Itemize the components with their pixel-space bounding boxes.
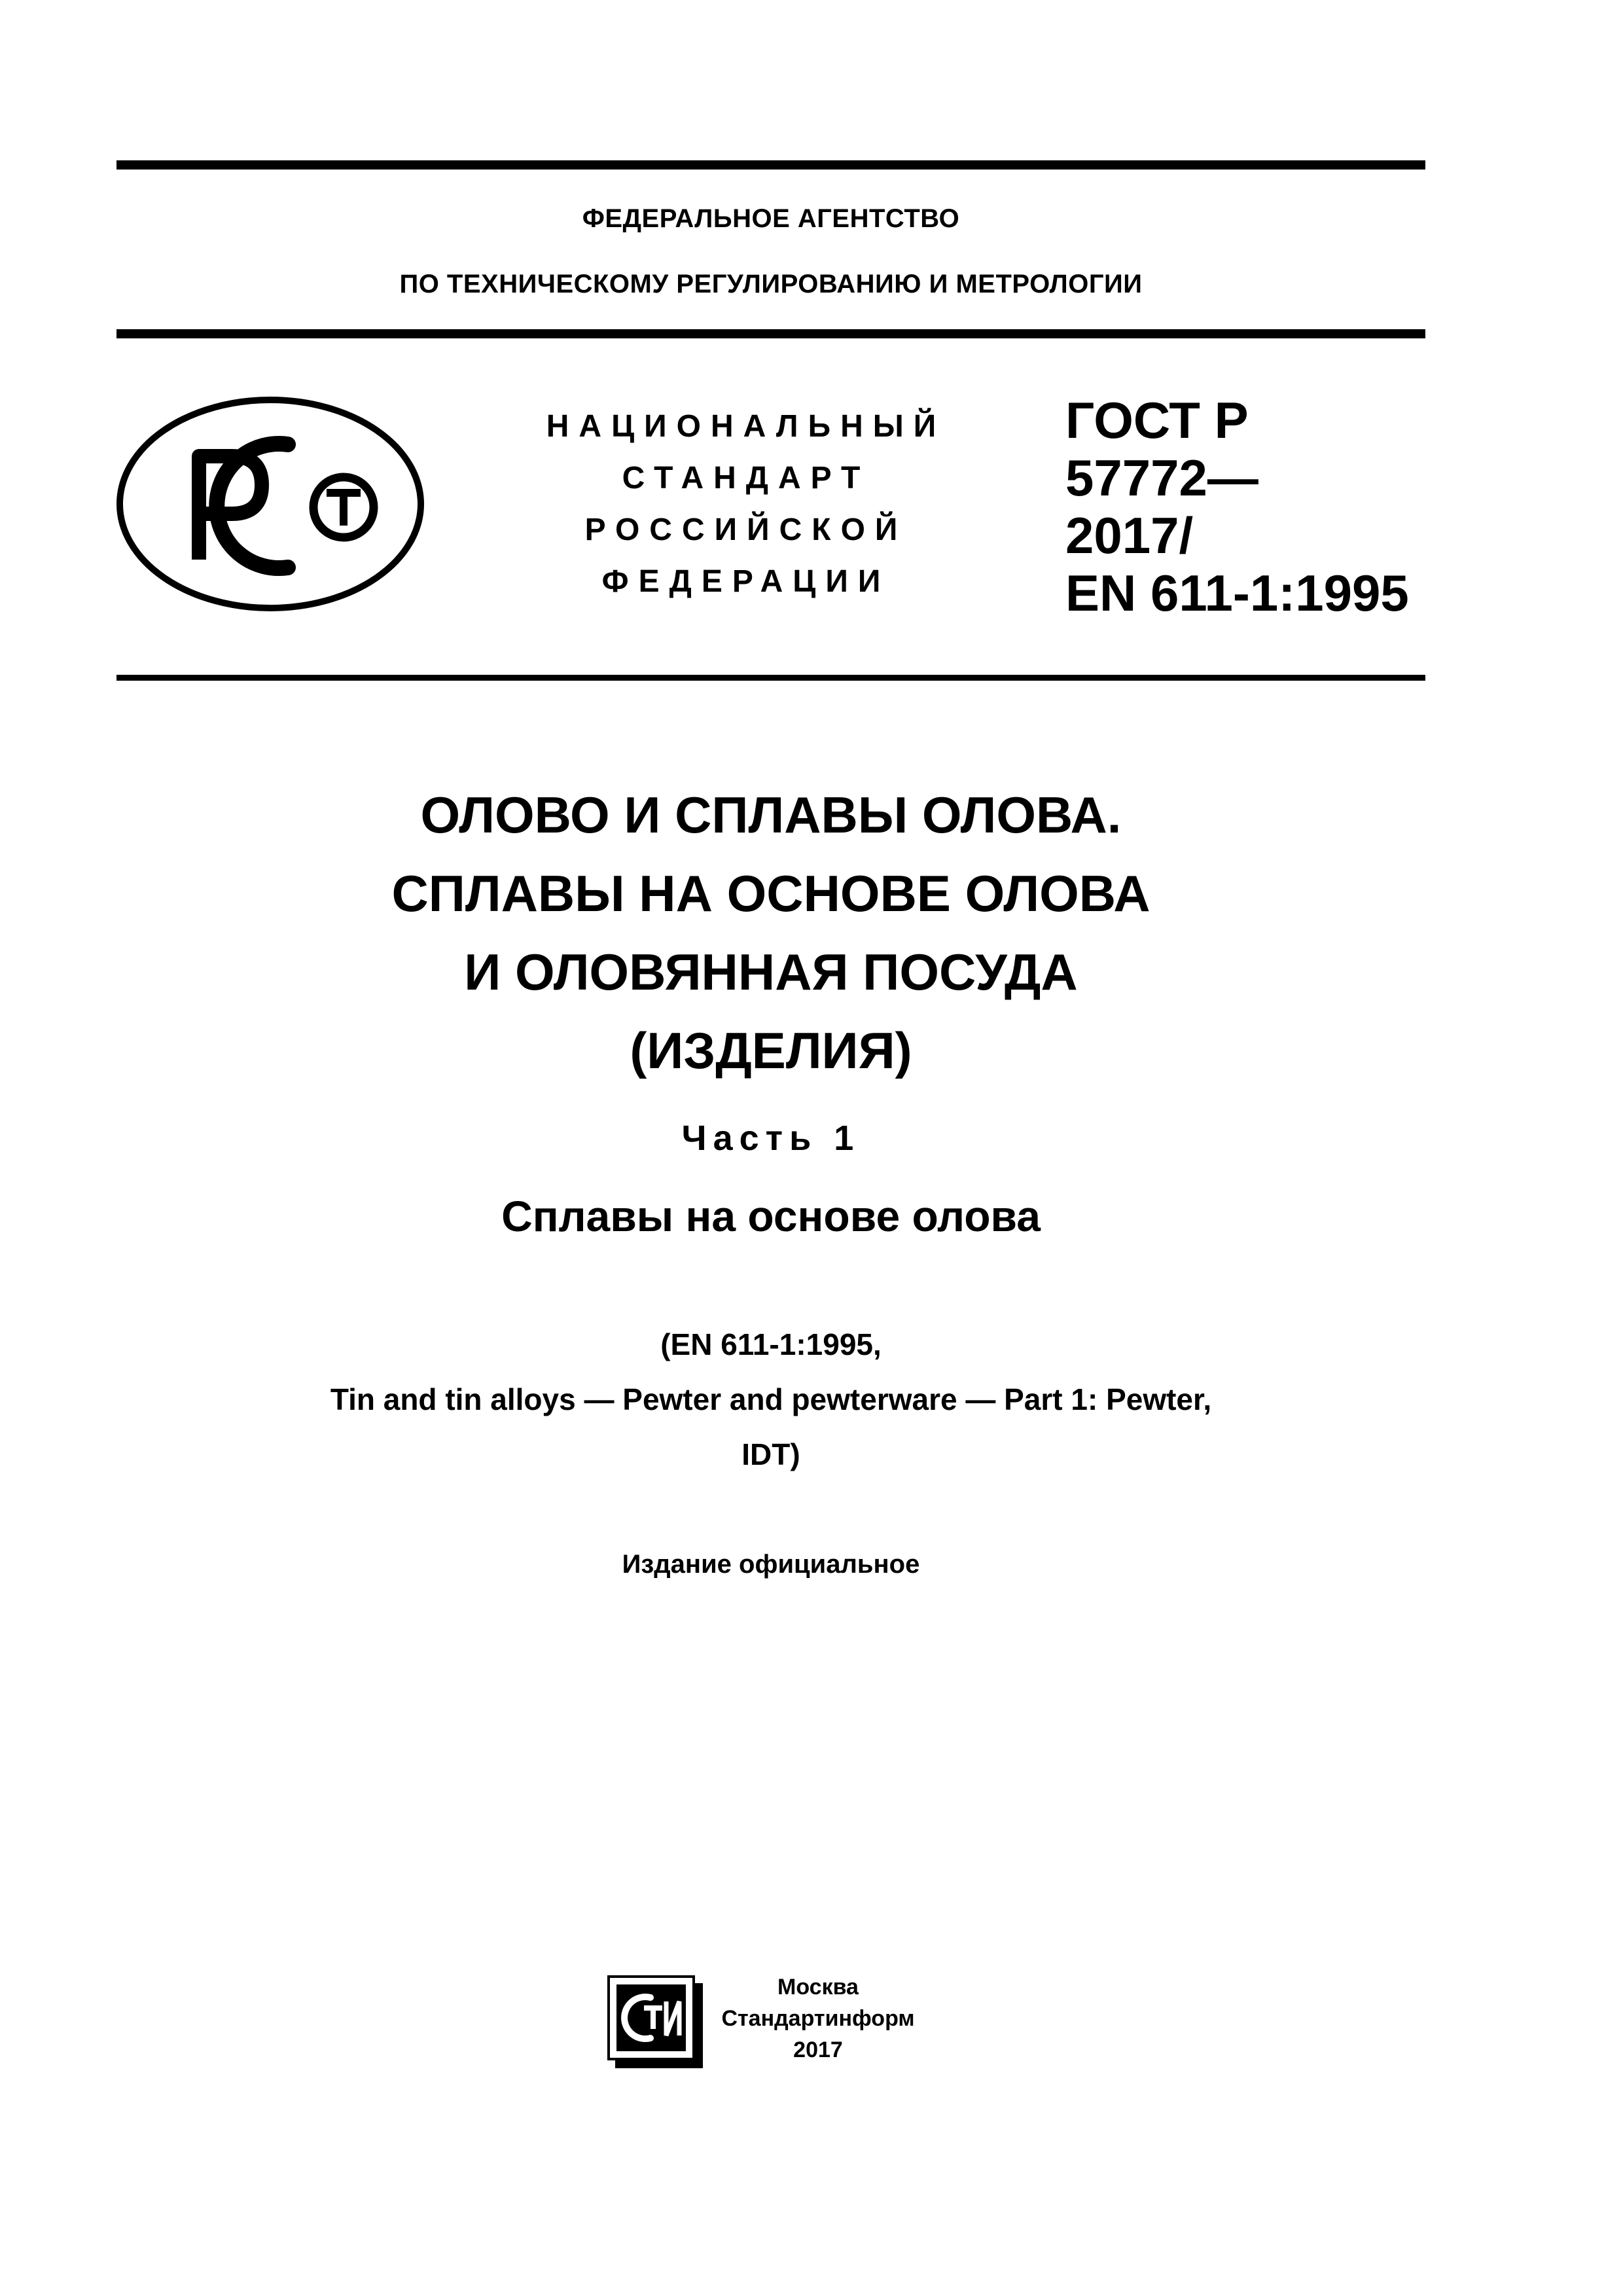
- agency-name-line-2: ПО ТЕХНИЧЕСКОМУ РЕГУЛИРОВАНИЮ И МЕТРОЛОГИИ: [399, 270, 1143, 298]
- national-standard-line: ФЕДЕРАЦИИ: [601, 564, 891, 599]
- en-reference-line: IDT): [741, 1437, 800, 1471]
- sti-publisher-logo-icon: [607, 1975, 704, 2070]
- part-title: Сплавы на основе олова: [501, 1192, 1041, 1240]
- national-standard-line: НАЦИОНАЛЬНЫЙ: [546, 409, 946, 444]
- edition-label: Издание официальное: [622, 1550, 920, 1579]
- national-standard-label: [517, 401, 975, 607]
- designation-line: EN 611-1:1995: [1065, 564, 1409, 622]
- title-line: (ИЗДЕЛИЯ): [630, 1022, 912, 1079]
- agency-name-line-1: ФЕДЕРАЛЬНОЕ АГЕНТСТВО: [582, 204, 960, 233]
- en-reference-line: Tin and tin alloys — Pewter and pewterware — Part 1: Pewter,: [330, 1382, 1212, 1416]
- designation-line: 57772—: [1065, 449, 1258, 507]
- imprint-publisher: Стандартинформ: [721, 2006, 915, 2031]
- title-line: СПЛАВЫ НА ОСНОВЕ ОЛОВА: [391, 865, 1150, 922]
- national-standard-line: СТАНДАРТ: [622, 461, 870, 495]
- part-label: Часть 1: [681, 1119, 861, 1158]
- en-reference: [116, 1317, 1425, 1482]
- designation-line: 2017/: [1065, 507, 1194, 564]
- designation-line: ГОСТ Р: [1065, 391, 1249, 449]
- imprint-city: Москва: [777, 1975, 859, 2000]
- rst-emblem-icon: [116, 396, 424, 612]
- top-rule: [116, 160, 1425, 170]
- title-line: И ОЛОВЯННАЯ ПОСУДА: [464, 943, 1078, 1001]
- imprint: [720, 1971, 916, 2066]
- standard-designation: [1065, 391, 1432, 622]
- mid-rule: [116, 675, 1425, 681]
- imprint-year: 2017: [793, 2037, 843, 2062]
- header-rule: [116, 329, 1425, 338]
- en-reference-line: (EN 611-1:1995,: [660, 1327, 882, 1361]
- document-title: [116, 776, 1425, 1090]
- title-line: ОЛОВО И СПЛАВЫ ОЛОВА.: [420, 786, 1122, 844]
- national-standard-line: РОССИЙСКОЙ: [584, 512, 908, 547]
